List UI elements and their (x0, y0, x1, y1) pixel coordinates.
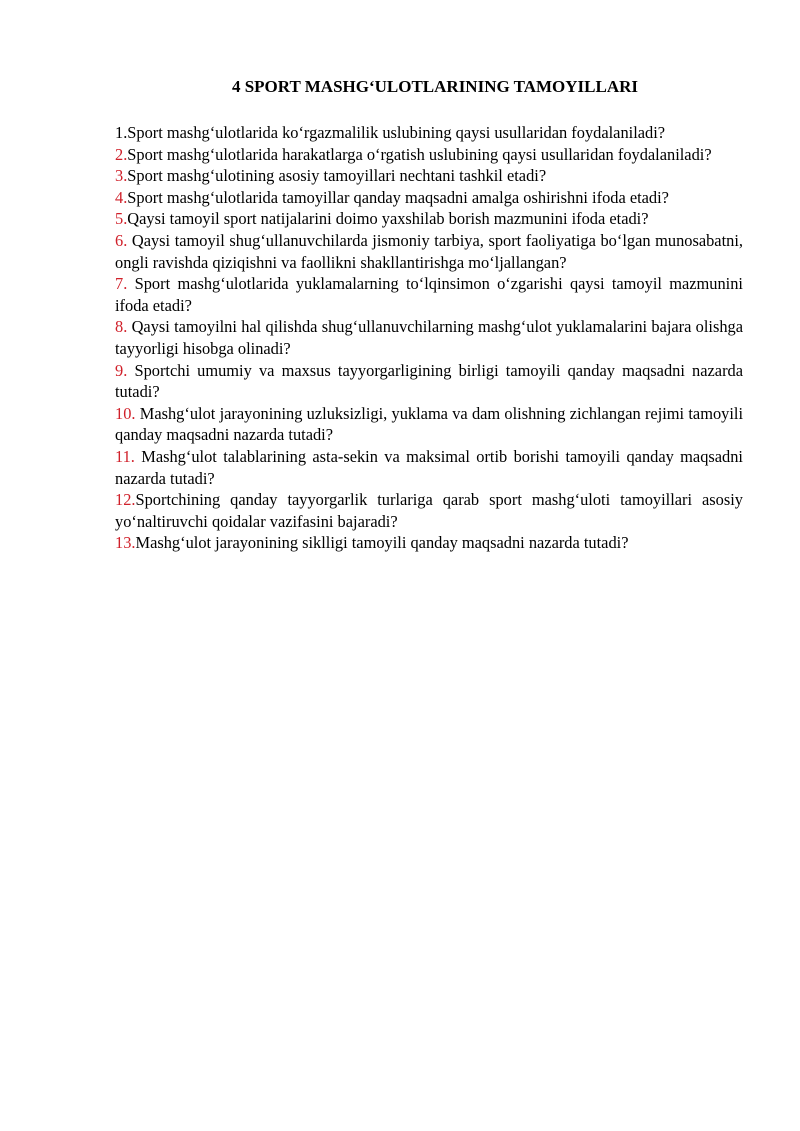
question-text: Qaysi tamoyil sport natijalarini doimo yaxshilab borish mazmunini ifoda etadi? (127, 209, 649, 229)
document-title: 4 SPORT MASHG‘ULOTLARINING TAMOYILLARI (231, 77, 639, 96)
question-number: 1. (115, 123, 128, 142)
question-item (115, 144, 743, 166)
question-number: 6. (115, 230, 132, 250)
question-number: 13. (115, 533, 136, 553)
question-number: 11. (115, 446, 142, 466)
question-number: 9. (115, 360, 135, 380)
question-item (115, 208, 743, 230)
question-text: Mashg‘ulot jarayonining uzluksizligi, yuklama va dam olishning zichlangan rejimi tamoyili qanday maqsadni nazarda tutadi? (115, 403, 743, 445)
question-number: 12. (115, 490, 136, 510)
question-number: 10. (115, 403, 140, 423)
question-text: Sportchining qanday tayyorgarlik turlariga qarab sport mashg‘uloti tamoyillari asosiy yo‘naltiruvchi qoidalar vazifasini bajaradi? (115, 490, 743, 531)
question-text: Sport mashg‘ulotlarida ko‘rgazmalilik uslubining qaysi usullaridan foydalaniladi? (127, 123, 666, 142)
question-number: 5. (115, 209, 128, 229)
question-number: 3. (115, 166, 128, 186)
question-text: Mashg‘ulot talablarining asta-sekin va maksimal ortib borishi tamoyili qanday maqsadni nazarda tutadi? (115, 446, 743, 488)
question-item (115, 187, 743, 209)
question-text: Sport mashg‘ulotlarida harakatlarga o‘rgatish uslubining qaysi usullaridan foydalaniladi? (127, 144, 712, 164)
question-item (115, 165, 743, 187)
question-item (115, 446, 743, 489)
question-item (115, 403, 743, 446)
question-item (115, 230, 743, 273)
question-number: 7. (115, 274, 135, 294)
question-item (115, 316, 743, 359)
question-item (115, 532, 743, 554)
question-item (115, 489, 743, 532)
question-number: 4. (115, 187, 128, 207)
question-text: Qaysi tamoyil shug‘ullanuvchilarda jismoniy tarbiya, sport faoliyatiga bo‘lgan munosabatni, ongli ravishda qiziqishni va faollikni shakllantirishga mo‘ljallangan? (115, 230, 743, 272)
question-text: Qaysi tamoyilni hal qilishda shug‘ullanuvchilarning mashg‘ulot yuklamalarini bajara olishga tayyorligi hisobga olinadi? (115, 317, 744, 358)
question-text: Mashg‘ulot jarayonining siklligi tamoyili qanday maqsadni nazarda tutadi? (135, 533, 629, 553)
question-list (115, 122, 743, 554)
question-text: Sport mashg‘ulotining asosiy tamoyillari nechtani tashkil etadi? (127, 166, 547, 186)
question-number: 8. (115, 317, 132, 337)
question-text: Sportchi umumiy va maxsus tayyorgarligining birligi tamoyili qanday maqsadni nazarda tutadi? (115, 360, 743, 402)
question-item (115, 360, 743, 403)
document-page (115, 76, 743, 554)
question-number: 2. (115, 144, 128, 164)
question-text: Sport mashg‘ulotlarida yuklamalarning to‘lqinsimon o‘zgarishi qaysi tamoyil mazmunini ifoda etadi? (115, 274, 743, 315)
question-text: Sport mashg‘ulotlarida tamoyillar qanday maqsadni amalga oshirishni ifoda etadi? (127, 187, 669, 207)
question-item (115, 122, 743, 144)
question-item (115, 273, 743, 316)
